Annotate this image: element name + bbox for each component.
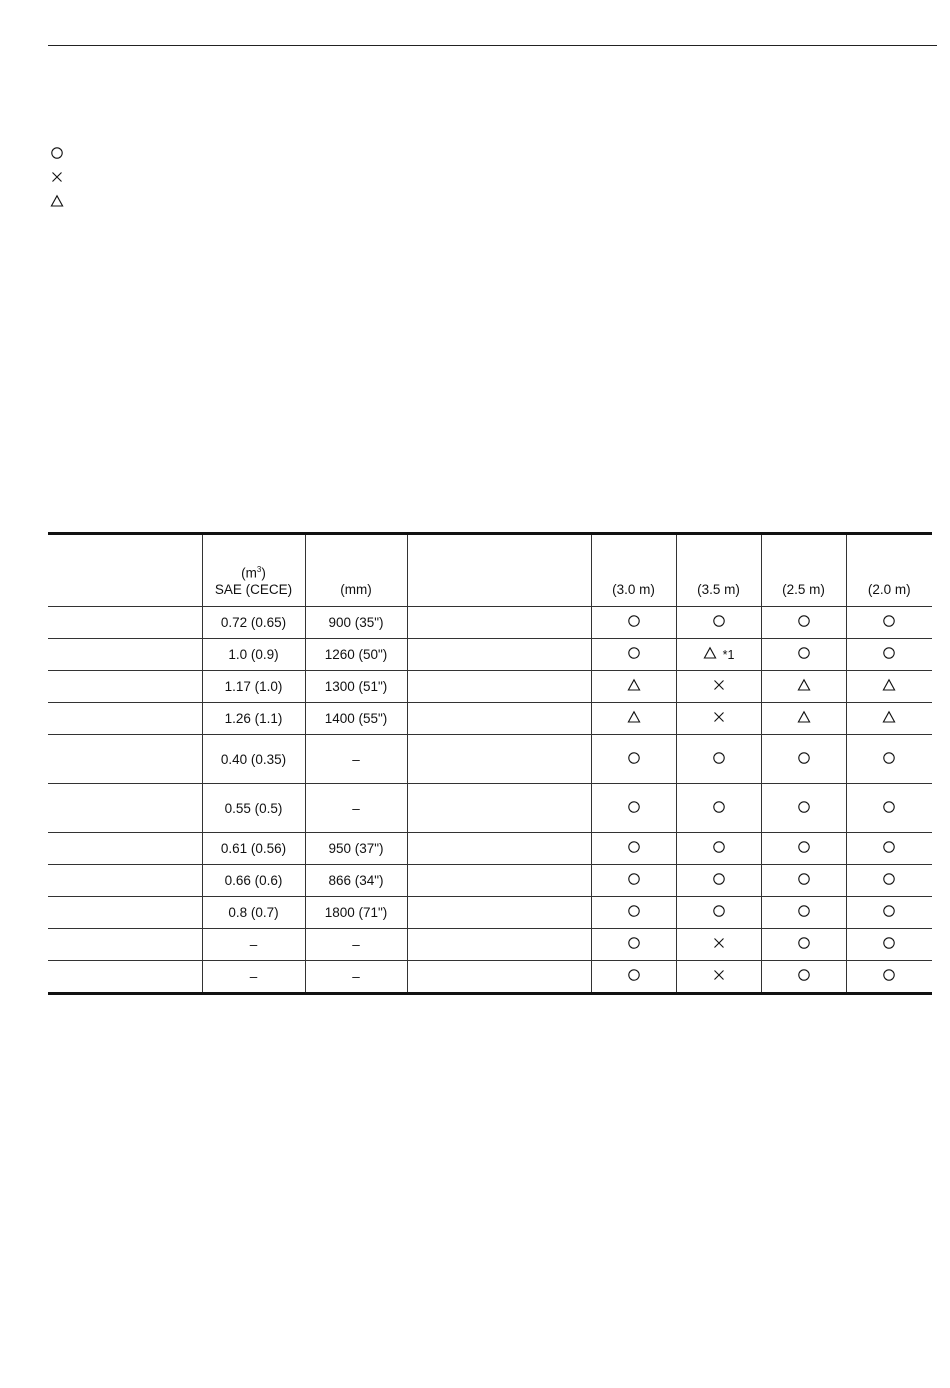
legend-row — [50, 141, 64, 165]
triangle-icon — [797, 678, 811, 695]
circle-icon — [627, 646, 641, 663]
boom-3-cell — [761, 865, 846, 897]
circle-icon — [627, 904, 641, 921]
cross-icon — [712, 936, 726, 953]
boom-4-cell — [846, 865, 932, 897]
legend-row — [50, 189, 64, 213]
circle-icon — [882, 904, 896, 921]
circle-icon — [797, 968, 811, 985]
legend-row — [50, 165, 64, 189]
boom-3-cell — [761, 897, 846, 929]
boom-3-cell — [761, 639, 846, 671]
capacity-cell: 0.8 (0.7) — [202, 897, 305, 929]
boom-1-cell — [591, 671, 676, 703]
capacity-cell: 1.17 (1.0) — [202, 671, 305, 703]
description-cell — [407, 784, 591, 833]
description-cell — [407, 607, 591, 639]
triangle-icon — [882, 678, 896, 695]
circle-icon — [882, 614, 896, 631]
circle-icon — [627, 614, 641, 631]
boom-1-cell — [591, 929, 676, 961]
cross-icon — [50, 170, 64, 184]
triangle-icon — [50, 194, 64, 208]
top-rule — [48, 45, 937, 46]
name-cell — [48, 639, 202, 671]
boom-2-cell — [676, 607, 761, 639]
header-boom-1: (3.0 m) — [591, 534, 676, 607]
boom-2-cell — [676, 639, 761, 671]
width-cell: 1800 (71") — [305, 897, 407, 929]
boom-4-cell — [846, 703, 932, 735]
boom-2-cell — [676, 865, 761, 897]
name-cell — [48, 735, 202, 784]
name-cell — [48, 784, 202, 833]
legend — [50, 141, 64, 213]
circle-icon — [712, 904, 726, 921]
width-cell: 900 (35") — [305, 607, 407, 639]
circle-icon — [797, 614, 811, 631]
boom-1-cell — [591, 639, 676, 671]
capacity-unit-sup: 3 — [256, 564, 262, 574]
capacity-unit-suffix: ) — [261, 565, 266, 580]
boom-4-cell — [846, 607, 932, 639]
capacity-cell: 0.55 (0.5) — [202, 784, 305, 833]
boom-1-cell — [591, 607, 676, 639]
description-cell — [407, 961, 591, 994]
circle-icon — [882, 800, 896, 817]
width-cell: – — [305, 961, 407, 994]
boom-2-cell — [676, 784, 761, 833]
circle-icon — [797, 800, 811, 817]
circle-icon — [627, 968, 641, 985]
boom-3-cell — [761, 784, 846, 833]
name-cell — [48, 671, 202, 703]
cross-icon — [712, 710, 726, 727]
name-cell — [48, 897, 202, 929]
name-cell — [48, 607, 202, 639]
boom-3-cell — [761, 961, 846, 994]
header-description — [407, 534, 591, 607]
width-cell: – — [305, 735, 407, 784]
table-row — [48, 833, 932, 865]
capacity-cell: – — [202, 961, 305, 994]
boom-4-cell — [846, 639, 932, 671]
description-cell — [407, 897, 591, 929]
width-cell: – — [305, 784, 407, 833]
capacity-standard-label: SAE (CECE) — [214, 582, 293, 597]
circle-icon — [627, 840, 641, 857]
description-cell — [407, 833, 591, 865]
table-row — [48, 784, 932, 833]
boom-2-cell — [676, 929, 761, 961]
boom-1-cell — [591, 784, 676, 833]
width-cell: 1300 (51") — [305, 671, 407, 703]
boom-1-cell — [591, 897, 676, 929]
boom-2-cell — [676, 833, 761, 865]
header-boom-4: (2.0 m) — [846, 534, 932, 607]
width-cell: 1400 (55") — [305, 703, 407, 735]
boom-3-cell — [761, 671, 846, 703]
boom-4-cell — [846, 929, 932, 961]
boom-3-cell — [761, 735, 846, 784]
cross-icon — [712, 968, 726, 985]
triangle-icon — [703, 646, 717, 663]
boom-3-cell — [761, 703, 846, 735]
boom-1-cell — [591, 865, 676, 897]
table-row — [48, 735, 932, 784]
circle-icon — [712, 751, 726, 768]
description-cell — [407, 703, 591, 735]
capacity-cell: 1.0 (0.9) — [202, 639, 305, 671]
capacity-cell: 0.66 (0.6) — [202, 865, 305, 897]
description-cell — [407, 639, 591, 671]
circle-icon — [882, 751, 896, 768]
name-cell — [48, 833, 202, 865]
capacity-cell: 0.40 (0.35) — [202, 735, 305, 784]
triangle-icon — [627, 678, 641, 695]
boom-4-cell — [846, 784, 932, 833]
cross-icon — [712, 678, 726, 695]
header-boom-3: (2.5 m) — [761, 534, 846, 607]
boom-1-cell — [591, 961, 676, 994]
boom-1-cell — [591, 735, 676, 784]
boom-1-cell — [591, 703, 676, 735]
circle-icon — [712, 840, 726, 857]
circle-icon — [797, 936, 811, 953]
boom-4-cell — [846, 671, 932, 703]
boom-4-cell — [846, 833, 932, 865]
circle-icon — [882, 936, 896, 953]
circle-icon — [627, 872, 641, 889]
name-cell — [48, 929, 202, 961]
table-row — [48, 897, 932, 929]
circle-icon — [882, 968, 896, 985]
boom-2-cell — [676, 703, 761, 735]
footnote-mark: *1 — [722, 647, 735, 662]
circle-icon — [797, 840, 811, 857]
circle-icon — [627, 800, 641, 817]
width-cell: 950 (37") — [305, 833, 407, 865]
description-cell — [407, 929, 591, 961]
boom-3-cell — [761, 833, 846, 865]
compatibility-table — [48, 532, 932, 995]
circle-icon — [882, 872, 896, 889]
name-cell — [48, 703, 202, 735]
description-cell — [407, 735, 591, 784]
circle-icon — [712, 800, 726, 817]
description-cell — [407, 671, 591, 703]
width-cell: – — [305, 929, 407, 961]
boom-2-cell — [676, 961, 761, 994]
circle-icon — [882, 840, 896, 857]
circle-icon — [712, 872, 726, 889]
triangle-icon — [627, 710, 641, 727]
capacity-cell: – — [202, 929, 305, 961]
circle-icon — [797, 646, 811, 663]
boom-4-cell — [846, 735, 932, 784]
boom-2-cell — [676, 897, 761, 929]
name-cell — [48, 961, 202, 994]
table-row — [48, 865, 932, 897]
width-cell: 866 (34") — [305, 865, 407, 897]
triangle-icon — [797, 710, 811, 727]
boom-3-cell — [761, 607, 846, 639]
boom-2-cell — [676, 735, 761, 784]
boom-4-cell — [846, 961, 932, 994]
table-header-row — [48, 534, 932, 607]
description-cell — [407, 865, 591, 897]
capacity-cell: 0.61 (0.56) — [202, 833, 305, 865]
boom-1-cell — [591, 833, 676, 865]
table-row — [48, 639, 932, 671]
boom-3-cell — [761, 929, 846, 961]
circle-icon — [797, 751, 811, 768]
table-row — [48, 961, 932, 994]
circle-icon — [712, 614, 726, 631]
header-name — [48, 534, 202, 607]
table-row — [48, 671, 932, 703]
capacity-cell: 0.72 (0.65) — [202, 607, 305, 639]
circle-icon — [882, 646, 896, 663]
circle-icon — [797, 904, 811, 921]
width-cell: 1260 (50") — [305, 639, 407, 671]
name-cell — [48, 865, 202, 897]
circle-icon — [627, 751, 641, 768]
table-row — [48, 929, 932, 961]
header-boom-2: (3.5 m) — [676, 534, 761, 607]
table-row — [48, 703, 932, 735]
triangle-icon — [882, 710, 896, 727]
header-width: (mm) — [305, 534, 407, 607]
circle-icon — [50, 146, 64, 160]
boom-4-cell — [846, 897, 932, 929]
capacity-cell: 1.26 (1.1) — [202, 703, 305, 735]
table-row — [48, 607, 932, 639]
capacity-unit-prefix: (m — [241, 565, 257, 580]
circle-icon — [627, 936, 641, 953]
circle-icon — [797, 872, 811, 889]
header-capacity — [202, 534, 305, 607]
boom-2-cell — [676, 671, 761, 703]
